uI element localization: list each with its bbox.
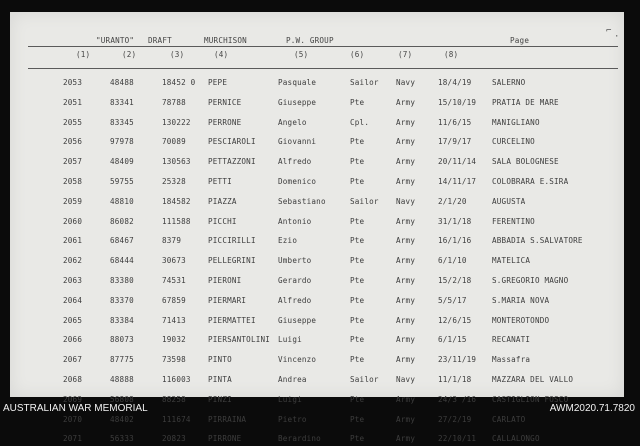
row-serial: 78788 bbox=[162, 97, 186, 107]
row-number: 87775 bbox=[110, 355, 134, 365]
row-firstname: Giuseppe bbox=[278, 97, 317, 107]
row-surname: PINTO bbox=[208, 355, 232, 365]
table-row bbox=[10, 335, 624, 347]
table-row bbox=[10, 217, 624, 229]
row-service: Army bbox=[396, 394, 416, 404]
row-surname: PICCHI bbox=[208, 216, 237, 226]
row-rank: Pte bbox=[350, 137, 365, 147]
row-serial: 88258 bbox=[162, 394, 186, 404]
column-number: (4) bbox=[214, 50, 229, 59]
row-surname: PIERONI bbox=[208, 276, 242, 285]
row-rank: Pte bbox=[350, 295, 365, 305]
row-firstname: Giuseppe bbox=[278, 315, 317, 325]
row-serial: 111588 bbox=[162, 216, 191, 226]
row-index: 2066 bbox=[63, 335, 83, 345]
row-date: 15/2/18 bbox=[438, 276, 472, 285]
row-number: 48888 bbox=[110, 375, 134, 384]
row-place: S.GREGORIO MAGNO bbox=[492, 276, 569, 285]
header-page: Page bbox=[510, 36, 530, 45]
row-service: Navy bbox=[396, 78, 416, 87]
corner-mark-icon-2: · bbox=[614, 32, 620, 42]
footer-credit: AUSTRALIAN WAR MEMORIAL bbox=[3, 403, 148, 414]
row-rank: Pte bbox=[350, 355, 365, 365]
row-date: 5/5/17 bbox=[438, 295, 467, 305]
corner-mark-icon: ⌐ bbox=[606, 26, 612, 36]
row-firstname: Andrea bbox=[278, 375, 307, 384]
row-index: 2065 bbox=[63, 315, 83, 325]
column-number: (1) bbox=[76, 50, 91, 59]
row-serial: 74531 bbox=[162, 276, 186, 285]
row-firstname: Pasquale bbox=[278, 78, 317, 87]
table-row bbox=[10, 236, 624, 248]
row-number: 48409 bbox=[110, 157, 134, 167]
row-firstname: Alfredo bbox=[278, 295, 312, 305]
row-number: 83341 bbox=[110, 97, 134, 107]
row-number: 83370 bbox=[110, 295, 134, 305]
table-row bbox=[10, 256, 624, 268]
row-firstname: Ezio bbox=[278, 236, 298, 246]
row-number: 97978 bbox=[110, 137, 134, 147]
row-serial: 70089 bbox=[162, 137, 186, 147]
row-date: 11/6/15 bbox=[438, 117, 472, 127]
row-surname: PINTA bbox=[208, 375, 232, 384]
row-surname: PERRONE bbox=[208, 117, 242, 127]
row-date: 18/4/19 bbox=[438, 78, 472, 87]
row-firstname: Luigi bbox=[278, 335, 302, 345]
row-serial: 130563 bbox=[162, 157, 191, 167]
row-service: Army bbox=[396, 414, 416, 424]
row-index: 2071 bbox=[63, 434, 83, 444]
header-rule-top bbox=[28, 46, 618, 47]
row-rank: Pte bbox=[350, 177, 365, 186]
header-group: P.W. GROUP bbox=[286, 36, 334, 45]
row-service: Army bbox=[396, 117, 416, 127]
row-place: Massafra bbox=[492, 355, 531, 365]
header-camp: MURCHISON bbox=[204, 36, 247, 45]
row-service: Army bbox=[396, 256, 416, 266]
row-index: 2063 bbox=[63, 276, 83, 285]
row-firstname: Berardino bbox=[278, 434, 321, 444]
column-number: (7) bbox=[398, 50, 413, 59]
row-firstname: Umberto bbox=[278, 256, 312, 266]
row-date: 15/10/19 bbox=[438, 97, 477, 107]
row-index: 2064 bbox=[63, 295, 83, 305]
row-service: Army bbox=[396, 157, 416, 167]
row-surname: PETTI bbox=[208, 177, 232, 186]
row-index: 2055 bbox=[63, 117, 83, 127]
column-number: (5) bbox=[294, 50, 309, 59]
row-serial: 184582 bbox=[162, 196, 191, 206]
row-serial: 71413 bbox=[162, 315, 186, 325]
row-rank: Pte bbox=[350, 315, 365, 325]
row-surname: PIERMATTEI bbox=[208, 315, 256, 325]
row-serial: 111674 bbox=[162, 414, 191, 424]
row-date: 16/1/16 bbox=[438, 236, 472, 246]
row-surname: PICCIRILLI bbox=[208, 236, 256, 246]
row-surname: PIAZZA bbox=[208, 196, 237, 206]
table-row bbox=[10, 177, 624, 189]
row-surname: PESCIAROLI bbox=[208, 137, 256, 147]
header-rule-bottom bbox=[28, 68, 618, 69]
row-index: 2058 bbox=[63, 177, 83, 186]
row-index: 2061 bbox=[63, 236, 83, 246]
header-ship: "URANTO" bbox=[96, 36, 135, 45]
row-number: 83384 bbox=[110, 315, 134, 325]
row-number: 48402 bbox=[110, 414, 134, 424]
row-serial: 73598 bbox=[162, 355, 186, 365]
row-place: ABBADIA S.SALVATORE bbox=[492, 236, 583, 246]
row-service: Army bbox=[396, 355, 416, 365]
row-service: Navy bbox=[396, 196, 416, 206]
row-index: 2070 bbox=[63, 414, 83, 424]
row-number: 83345 bbox=[110, 117, 134, 127]
row-service: Army bbox=[396, 295, 416, 305]
table-row bbox=[10, 137, 624, 149]
row-number: 83380 bbox=[110, 276, 134, 285]
row-number: 88073 bbox=[110, 335, 134, 345]
column-number: (6) bbox=[350, 50, 365, 59]
row-place: CALLALONGO bbox=[492, 434, 540, 444]
column-number: (3) bbox=[170, 50, 185, 59]
row-place: COLOBRARA E.SIRA bbox=[492, 177, 569, 186]
row-rank: Pte bbox=[350, 216, 365, 226]
row-firstname: Luigi bbox=[278, 394, 302, 404]
row-date: 6/1/10 bbox=[438, 256, 467, 266]
row-rank: Sailor bbox=[350, 78, 379, 87]
row-serial: 19032 bbox=[162, 335, 186, 345]
row-surname: PIRRAINA bbox=[208, 414, 247, 424]
column-number: (2) bbox=[122, 50, 137, 59]
row-date: 2/1/20 bbox=[438, 196, 467, 206]
row-place: MANIGLIANO bbox=[492, 117, 540, 127]
row-place: CASTIGLION FOSCO bbox=[492, 394, 569, 404]
row-rank: Pte bbox=[350, 256, 365, 266]
row-index: 2069 bbox=[63, 394, 83, 404]
row-date: 11/1/18 bbox=[438, 375, 472, 384]
row-service: Army bbox=[396, 335, 416, 345]
table-row bbox=[10, 316, 624, 328]
column-number: (8) bbox=[444, 50, 459, 59]
row-firstname: Pietro bbox=[278, 414, 307, 424]
row-serial: 20823 bbox=[162, 434, 186, 444]
row-firstname: Vincenzo bbox=[278, 355, 317, 365]
row-number: 48810 bbox=[110, 196, 134, 206]
table-row bbox=[10, 197, 624, 209]
row-rank: Pte bbox=[350, 97, 365, 107]
row-service: Army bbox=[396, 434, 416, 444]
row-serial: 8379 bbox=[162, 236, 182, 246]
row-date: 27/2/19 bbox=[438, 414, 472, 424]
table-row bbox=[10, 415, 624, 427]
row-date: 24/3 /16 bbox=[438, 394, 477, 404]
row-service: Navy bbox=[396, 375, 416, 384]
row-date: 12/6/15 bbox=[438, 315, 472, 325]
row-date: 6/1/15 bbox=[438, 335, 467, 345]
row-place: FERENTINO bbox=[492, 216, 535, 226]
row-firstname: Alfredo bbox=[278, 157, 312, 167]
table-row bbox=[10, 78, 624, 90]
footer-accession-number: AWM2020.71.7820 bbox=[549, 403, 635, 414]
row-number: 86082 bbox=[110, 216, 134, 226]
row-number: 56808 bbox=[110, 394, 134, 404]
table-row bbox=[10, 118, 624, 130]
row-place: MATELICA bbox=[492, 256, 531, 266]
row-place: MONTEROTONDO bbox=[492, 315, 550, 325]
row-place: PRATIA DE MARE bbox=[492, 97, 559, 107]
row-serial: 116003 bbox=[162, 375, 191, 384]
row-index: 2062 bbox=[63, 256, 83, 266]
row-index: 2067 bbox=[63, 355, 83, 365]
row-number: 56333 bbox=[110, 434, 134, 444]
row-rank: Pte bbox=[350, 157, 365, 167]
row-service: Army bbox=[396, 216, 416, 226]
row-surname: PIRRONE bbox=[208, 434, 242, 444]
table-row bbox=[10, 296, 624, 308]
row-number: 68444 bbox=[110, 256, 134, 266]
header-draft: DRAFT bbox=[148, 36, 172, 45]
row-index: 2068 bbox=[63, 375, 83, 384]
row-firstname: Antonio bbox=[278, 216, 312, 226]
row-serial: 25328 bbox=[162, 177, 186, 186]
row-firstname: Sebastiano bbox=[278, 196, 326, 206]
row-index: 2051 bbox=[63, 97, 83, 107]
row-place: CURCELINO bbox=[492, 137, 535, 147]
row-index: 2060 bbox=[63, 216, 83, 226]
row-number: 48488 bbox=[110, 78, 134, 87]
row-rank: Sailor bbox=[350, 196, 379, 206]
row-rank: Pte bbox=[350, 276, 365, 285]
row-serial: 30673 bbox=[162, 256, 186, 266]
row-rank: Pte bbox=[350, 414, 365, 424]
row-date: 14/11/17 bbox=[438, 177, 477, 186]
row-surname: PEPE bbox=[208, 78, 228, 87]
row-place: AUGUSTA bbox=[492, 196, 526, 206]
table-row bbox=[10, 98, 624, 110]
row-index: 2053 bbox=[63, 78, 83, 87]
row-place: SALA BOLOGNESE bbox=[492, 157, 559, 167]
row-place: CARLATO bbox=[492, 414, 526, 424]
row-surname: PERNICE bbox=[208, 97, 242, 107]
row-place: RECANATI bbox=[492, 335, 531, 345]
row-rank: Pte bbox=[350, 434, 365, 444]
row-date: 17/9/17 bbox=[438, 137, 472, 147]
row-place: S.MARIA NOVA bbox=[492, 295, 550, 305]
row-number: 68467 bbox=[110, 236, 134, 246]
row-number: 59755 bbox=[110, 177, 134, 186]
row-date: 31/1/18 bbox=[438, 216, 472, 226]
table-row bbox=[10, 434, 624, 446]
row-rank: Pte bbox=[350, 335, 365, 345]
row-service: Army bbox=[396, 276, 416, 285]
row-surname: PETTAZZONI bbox=[208, 157, 256, 167]
row-firstname: Giovanni bbox=[278, 137, 317, 147]
row-firstname: Domenico bbox=[278, 177, 317, 186]
row-date: 23/11/19 bbox=[438, 355, 477, 365]
table-row bbox=[10, 355, 624, 367]
row-index: 2057 bbox=[63, 157, 83, 167]
row-firstname: Gerardo bbox=[278, 276, 312, 285]
row-index: 2056 bbox=[63, 137, 83, 147]
row-surname: PELLEGRINI bbox=[208, 256, 256, 266]
row-service: Army bbox=[396, 177, 416, 186]
table-row bbox=[10, 157, 624, 169]
row-service: Army bbox=[396, 137, 416, 147]
row-place: MAZZARA DEL VALLO bbox=[492, 375, 574, 384]
row-service: Army bbox=[396, 97, 416, 107]
row-place: SALERNO bbox=[492, 78, 526, 87]
table-row bbox=[10, 276, 624, 288]
row-rank: Cpl. bbox=[350, 117, 370, 127]
row-surname: PINZI bbox=[208, 394, 232, 404]
row-firstname: Angelo bbox=[278, 117, 307, 127]
row-date: 22/10/11 bbox=[438, 434, 477, 444]
row-rank: Pte bbox=[350, 236, 365, 246]
row-serial: 130222 bbox=[162, 117, 191, 127]
row-surname: PIERMARI bbox=[208, 295, 247, 305]
row-date: 20/11/14 bbox=[438, 157, 477, 167]
row-serial: 18452 0 bbox=[162, 78, 196, 87]
row-index: 2059 bbox=[63, 196, 83, 206]
row-rank: Pte bbox=[350, 394, 365, 404]
table-row bbox=[10, 375, 624, 387]
row-service: Army bbox=[396, 236, 416, 246]
row-serial: 67859 bbox=[162, 295, 186, 305]
row-surname: PIERSANTOLINI bbox=[208, 335, 271, 345]
row-service: Army bbox=[396, 315, 416, 325]
row-rank: Sailor bbox=[350, 375, 379, 384]
